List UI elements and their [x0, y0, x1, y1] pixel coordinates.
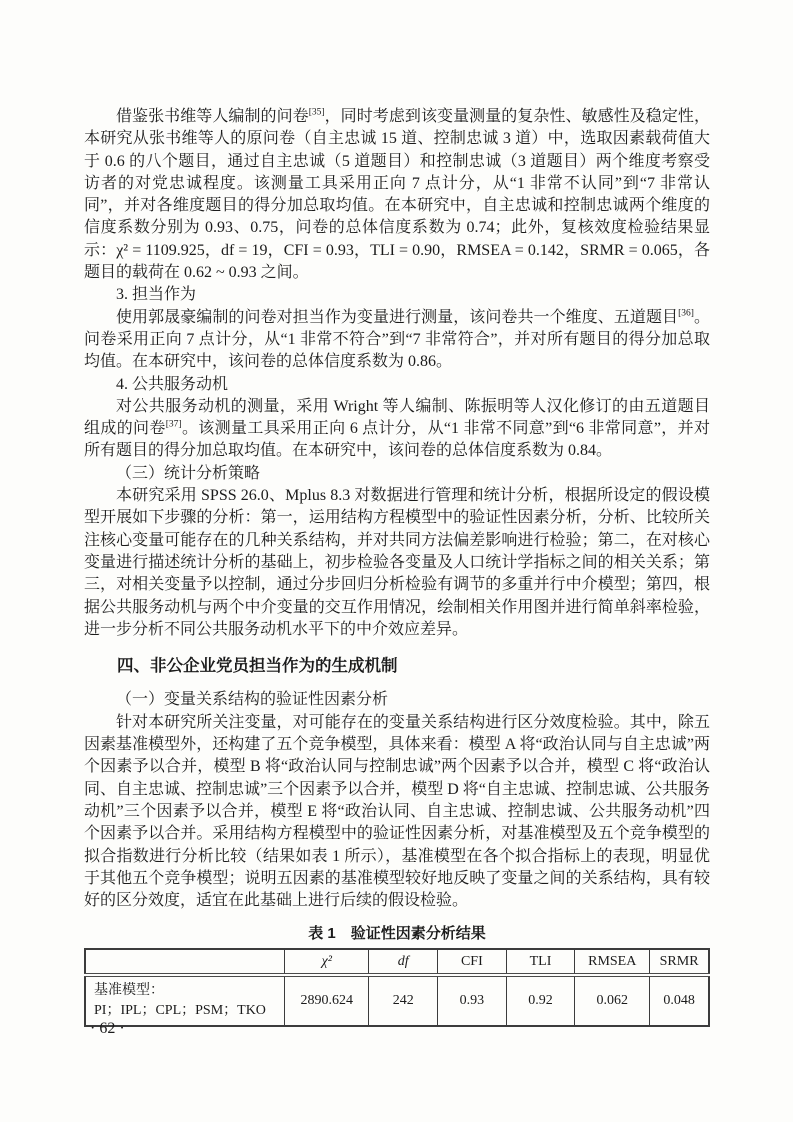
paragraph-text: 使用郭晟豪编制的问卷对担当作为变量进行测量，该问卷共一个维度、五道题目	[116, 308, 679, 326]
cell-chi-square: 2890.624	[285, 975, 369, 1026]
cfa-results-table	[84, 948, 710, 1027]
header-cfi: CFI	[438, 949, 507, 975]
paragraph-psm-measure	[84, 396, 710, 463]
header-chi-square: χ²	[285, 949, 369, 975]
header-tli: TLI	[506, 949, 575, 975]
paragraph-text: 。问卷采用正向 7 点计分，从“1 非常不符合”到“7 非常符合”，并对所有题目的得分加总取均值。在本研究中，该问卷的总体信度系数为 0.86。	[84, 308, 710, 371]
paragraph-text: ，同时考虑到该变量测量的复杂性、敏感性及稳定性，本研究从张书维等人的原问卷（自主忠诚 15 道、控制忠诚 3 道）中，选取因素载荷值大于 0.6 的八个题目，通过自主忠诚（5 道题目）和控制忠诚（3 道题目）两个维度考察受访者的对党忠诚程度。该测量工具采用正向 7 点计分，从“1 非常不认同”到“7 非常认同”，并对各维度题目的得分加总取均值。在本研究中，自主忠诚和控制忠诚两个维度的信度系数分别为 0.93、0.75，问卷的总体信度系数为 0.74；此外，复核效度检验结果显示：χ² = 1109.925，df = 19，CFI = 0.93，TLI = 0.90，RMSEA = 0.142，SRMR = 0.065，各题目的载荷在 0.62 ~ 0.93 之间。	[84, 108, 710, 282]
cell-df: 242	[369, 975, 438, 1026]
paragraph-party-loyalty-measure	[84, 106, 710, 284]
header-model	[85, 949, 285, 975]
paragraph-text: 对公共服务动机的测量，采用 Wright 等人编制、陈振明等人汉化修订的由五道题目组成的问卷	[84, 397, 710, 438]
table-header-row	[85, 949, 709, 975]
model-name-line2: PI；IPL；CPL；PSM；TKO	[94, 1003, 266, 1019]
section-heading-4: 四、非公企业党员担当作为的生成机制	[117, 657, 398, 676]
paragraph-text: 借鉴张书维等人编制的问卷	[116, 108, 309, 125]
header-df: df	[369, 949, 438, 975]
subheading-strategy: （三）统计分析策略	[116, 464, 261, 482]
subheading-4-psm: 4. 公共服务动机	[116, 375, 229, 393]
footnote-ref-37: [37]	[165, 419, 182, 430]
cell-tli: 0.92	[506, 975, 575, 1026]
model-name-line1: 基准模型：	[94, 983, 164, 999]
cell-model-name	[85, 975, 285, 1026]
paragraph-tko-measure	[84, 307, 710, 374]
table-caption: 表 1 验证性因素分析结果	[308, 925, 486, 943]
footnote-ref-36: [36]	[678, 308, 694, 319]
header-srmr: SRMR	[650, 949, 709, 975]
paragraph-cfa-models: 针对本研究所关注变量，对可能存在的变量关系结构进行区分效度检验。其中，除五因素基准模型外，还构建了五个竞争模型，具体来看：模型 A 将“政治认同与自主忠诚”两个因素予以合并，模型 B 将“政治认同与控制忠诚”两个因素予以合并，模型 C 将“政治认同、自主忠诚、控制忠诚”三个因素予以合并，模型 D 将“自主忠诚、控制忠诚、公共服务动机”三个因素予以合并，模型 E 将“政治认同、自主忠诚、控制忠诚、公共服务动机”四个因素予以合并。采用结构方程模型中的验证性因素分析，对基准模型及五个竞争模型的拟合指数进行分析比较（结果如表 1 所示），基准模型在各个拟合指标上的表现，明显优于其他五个竞争模型；说明五因素的基准模型较好地反映了变量之间的关系结构，具有较好的区分效度，适宜在此基础上进行后续的假设检验。	[84, 713, 710, 910]
subheading-3-tko: 3. 担当作为	[116, 286, 197, 304]
page-content	[84, 106, 710, 1027]
page-number: · 62 ·	[90, 1020, 125, 1037]
cell-rmsea: 0.062	[575, 975, 650, 1026]
cell-srmr: 0.048	[650, 975, 709, 1026]
subheading-cfa: （一）变量关系结构的验证性因素分析	[116, 691, 389, 709]
paragraph-text: 。该测量工具采用正向 6 点计分，从“1 非常不同意”到“6 非常同意”，并对所有题目的得分加总取均值。在本研究中，该问卷的总体信度系数为 0.84。	[84, 420, 710, 460]
paragraph-analysis-strategy: 本研究采用 SPSS 26.0、Mplus 8.3 对数据进行管理和统计分析，根据所设定的假设模型开展如下步骤的分析：第一，运用结构方程模型中的验证性因素分析，分析、比较所关注核心变量可能存在的几种关系结构，并对共同方法偏差影响进行检验；第二，在对核心变量进行描述统计分析的基础上，初步检验各变量及人口统计学指标之间的相关关系；第三，对相关变量予以控制，通过分步回归分析检验有调节的多重并行中介模型；第四，根据公共服务动机与两个中介变量的交互作用情况，绘制相关作用图并进行简单斜率检验，进一步分析不同公共服务动机水平下的中介效应差异。	[84, 487, 710, 638]
table-row-baseline-model	[85, 975, 709, 1026]
cell-cfi: 0.93	[438, 975, 507, 1026]
footnote-ref-35: [35]	[308, 107, 325, 118]
header-rmsea: RMSEA	[575, 949, 650, 975]
